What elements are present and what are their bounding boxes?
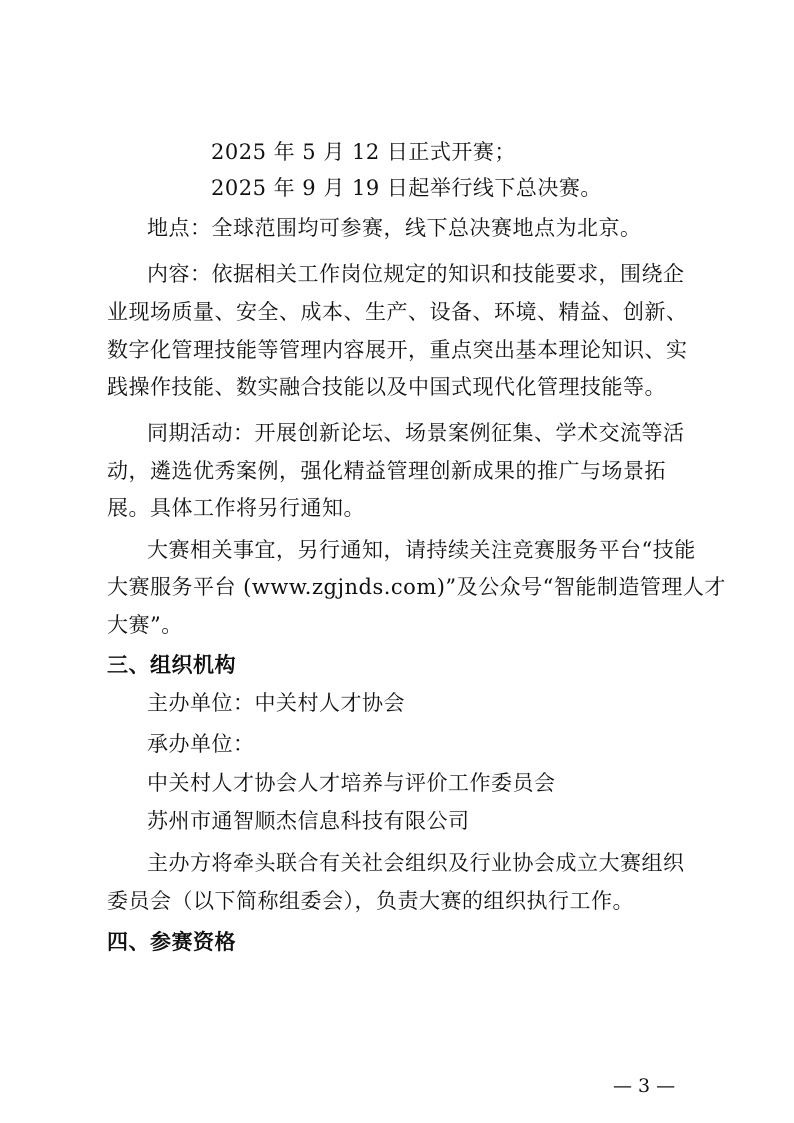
section-4-heading: 四、参赛资格 (107, 930, 236, 954)
organizer-2: 苏州市通智顺杰信息科技有限公司 (147, 809, 470, 833)
organizer-1: 中关村人才协会人才培养与评价工作委员会 (147, 771, 556, 795)
content-line-4: 践操作技能、数实融合技能以及中国式现代化管理技能等。 (107, 375, 666, 399)
schedule-line-2: 2025 年 9 月 19 日起举行线下总决赛。 (211, 176, 602, 200)
notice-line-1: 大赛相关事宜，另行通知，请持续关注竞赛服务平台“技能 (147, 538, 696, 562)
organizer-label: 承办单位： (147, 732, 255, 756)
content-line-2: 业现场质量、安全、成本、生产、设备、环境、精益、创新、 (107, 300, 688, 324)
notice-line-3: 大赛”。 (107, 613, 183, 637)
notice-line-2: 大赛服务平台 (www.zgjnds.com)”及公众号“智能制造管理人才 (107, 575, 726, 599)
content-line-3: 数字化管理技能等管理内容展开，重点突出基本理论知识、实 (107, 338, 688, 362)
committee-line-1: 主办方将牵头联合有关社会组织及行业协会成立大赛组织 (147, 851, 685, 875)
location-paragraph: 地点：全球范围均可参赛，线下总决赛地点为北京。 (147, 216, 642, 240)
activities-line-3: 展。具体工作将另行通知。 (107, 496, 365, 520)
host-unit: 主办单位：中关村人才协会 (147, 691, 405, 715)
page-number: — 3 — (613, 1075, 676, 1097)
activities-line-2: 动，遴选优秀案例，强化精益管理创新成果的推广与场景拓 (107, 459, 666, 483)
activities-line-1: 同期活动：开展创新论坛、场景案例征集、学术交流等活 (147, 421, 685, 445)
content-line-1: 内容：依据相关工作岗位规定的知识和技能要求，围绕企 (147, 262, 685, 286)
section-3-heading: 三、组织机构 (107, 653, 236, 677)
schedule-line-1: 2025 年 5 月 12 日正式开赛； (211, 140, 516, 164)
committee-line-2: 委员会（以下简称组委会），负责大赛的组织执行工作。 (107, 889, 634, 913)
